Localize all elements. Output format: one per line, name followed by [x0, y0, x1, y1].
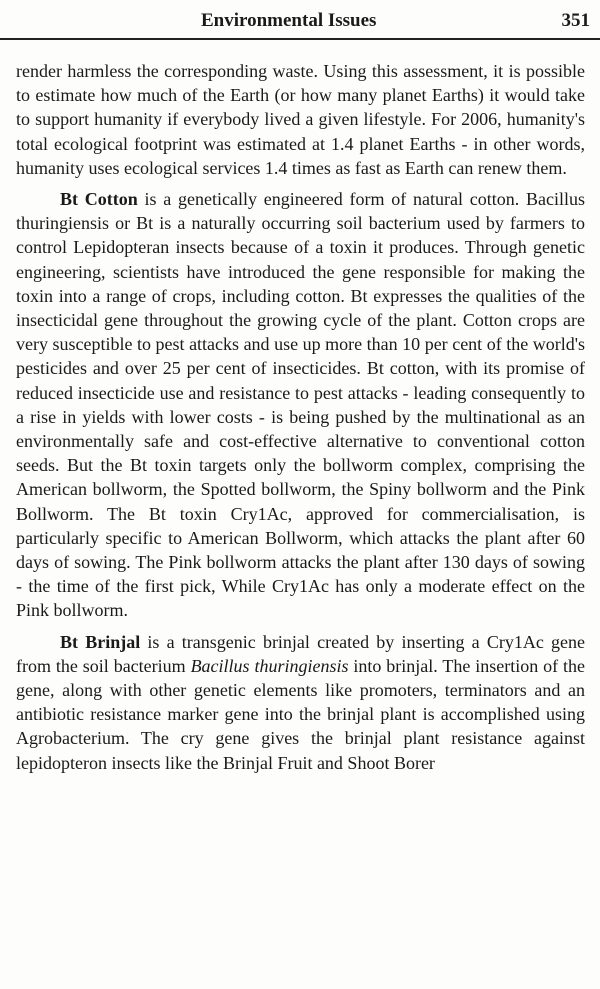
- paragraph-text: is a genetically engineered form of natural cotton. Bacillus thuringiensis or Bt is a naturally occurring soil bacterium used by farmers to control Lepidopteran insects because of a toxin it produces. Through genetic engineering, scientists have introduced the gene responsible for making the toxin into a range of crops, including cotton. Bt expresses the qualities of the insecticidal gene throughout the growing cycle of the plant. Cotton crops are very susceptible to pest attacks and use up more than 10 per cent of the world's pesticides and over 25 per cent of insecticides. Bt cotton, with its promise of reduced insecticide use and resistance to pest attacks - leading consequently to a rise in yields with lower costs - is being pushed by the multinational as an environmentally safe and cost-effective alternative to conventional cotton seeds. But the Bt toxin targets only the bollworm complex, comprising the American bollworm, the Spotted bollworm, the Spiny bollworm and the Pink Bollworm. The Bt toxin Cry1Ac, approved for commercialisation, is particularly specific to American Bollworm, which attacks the plant after 60 days of sowing. The Pink bollworm attacks the plant after 130 days of sowing - the time of the first pick, While Cry1Ac has only a moderate effect on the Pink bollworm.: [16, 189, 585, 621]
- body-text: [16, 59, 585, 775]
- chapter-title: Environmental Issues: [201, 10, 377, 31]
- paragraph-text: is a transgenic brinjal created by inserting a Cry1Ac gene from the soil bacterium: [16, 631, 585, 676]
- running-header: [0, 10, 600, 36]
- paragraph-ecological-footprint: [16, 59, 585, 180]
- term-bt-cotton: Bt Cotton: [60, 189, 138, 210]
- term-bt-brinjal: Bt Brinjal: [60, 631, 141, 652]
- scientific-name: Bacillus thuringiensis: [190, 655, 349, 676]
- paragraph-bt-cotton: [16, 187, 585, 623]
- paragraph-text: into brinjal. The insertion of the gene, along with other genetic elements like promoters, terminators and an antibiotic resistance marker gene into the brinjal plant is accomplished using Agrobacterium. The cry gene gives the brinjal plant resistance against lepidopteron insects like the Brinjal Fruit and Shoot Borer: [16, 655, 586, 773]
- paragraph-text: render harmless the corresponding waste. Using this assessment, it is possible to estimate how much of the Earth (or how many planet Earths) it would take to support humanity if everybody lived a given lifestyle. For 2006, humanity's total ecological footprint was estimated at 1.4 planet Earths - in other words, humanity uses ecological services 1.4 times as fast as Earth can renew them.: [16, 61, 585, 178]
- paragraph-bt-brinjal: [16, 630, 585, 775]
- page-number: 351: [561, 10, 590, 31]
- header-divider: [0, 38, 600, 40]
